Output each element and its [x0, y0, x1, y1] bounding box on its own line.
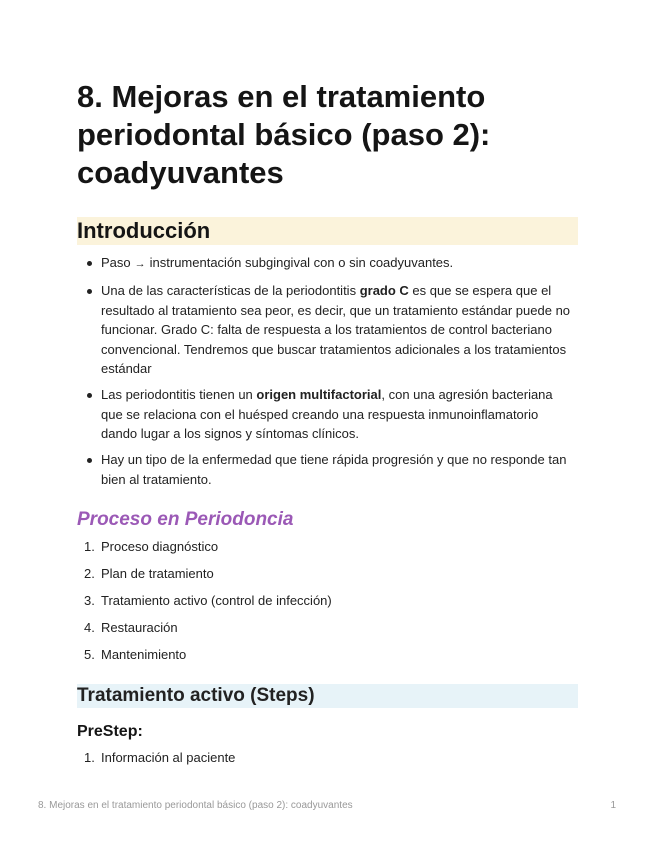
page-number: 1 — [610, 800, 616, 811]
prestep-heading: PreStep: — [77, 723, 143, 740]
steps-heading: Tratamiento activo (Steps) — [77, 684, 578, 708]
list-item: 4. Restauración — [84, 619, 178, 635]
intro-bullet-list — [77, 253, 577, 496]
prestep-list — [77, 748, 235, 775]
list-item: Una de las características de la periodontitis grado C es que se espera que el resultado al tratamiento sea peor, es decir, que un tratamiento estándar puede no funcionar. Grado C: falta de respuesta a los tratamientos de control bacteriano convencional. Tendremos que buscar tratamientos adicionales a los tratamientos estándar — [77, 281, 577, 379]
list-item: 3. Tratamiento activo (control de infección) — [84, 592, 332, 608]
proceso-list — [77, 537, 332, 671]
document-title: 8. Mejoras en el tratamiento periodontal básico (paso 2): coadyuvantes — [77, 79, 491, 190]
list-item: Las periodontitis tienen un origen multifactorial, con una agresión bacteriana que se relaciona con el huésped creando una respuesta inmunoinflamatorio dando lugar a los signos y síntomas clínicos. — [77, 385, 577, 444]
list-item: 1. Información al paciente — [84, 750, 236, 765]
intro-heading: Introducción — [77, 217, 578, 245]
list-item: 1. Proceso diagnóstico — [84, 539, 219, 554]
list-item: Paso → instrumentación subgingival con o sin coadyuvantes. — [77, 253, 577, 275]
page-footer: 8. Mejoras en el tratamiento periodontal básico (paso 2): coadyuvantes — [38, 800, 353, 811]
arrow-right-icon: → — [134, 258, 146, 270]
list-item: 2. Plan de tratamiento — [84, 565, 214, 581]
list-item: 5. Mantenimiento — [84, 646, 187, 662]
proceso-heading: Proceso en Periodoncia — [77, 509, 294, 530]
list-item: Hay un tipo de la enfermedad que tiene rápida progresión y que no responde tan bien al tratamiento. — [77, 450, 577, 489]
